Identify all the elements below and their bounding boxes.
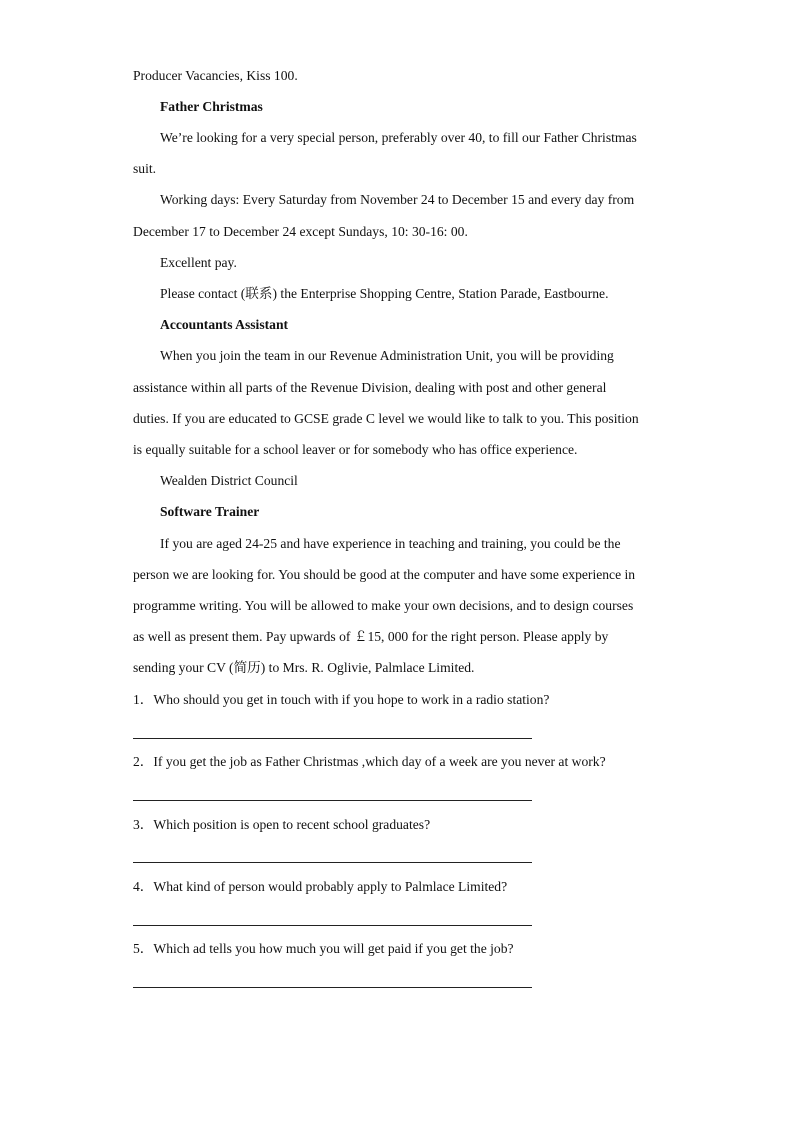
answer-line-4[interactable]: [133, 925, 532, 926]
ad-text-line: December 17 to December 24 except Sundays, 10: 30-16: 00.: [133, 224, 468, 239]
ad-text-line: suit.: [133, 161, 157, 176]
ad-text-line: If you are aged 24-25 and have experience in teaching and training, you could be the: [160, 536, 621, 551]
ad-heading-father-christmas: Father Christmas: [160, 99, 263, 114]
answer-line-5[interactable]: [133, 987, 532, 988]
intro-line: Producer Vacancies, Kiss 100.: [133, 68, 298, 83]
ad-text-line: as well as present them. Pay upwards of ￡15, 000 for the right person. Please apply by: [133, 629, 609, 644]
question-4: 4．What kind of person would probably apply to Palmlace Limited?: [133, 879, 508, 894]
ad-text-line: We’re looking for a very special person, preferably over 40, to fill our Father Christmas: [160, 130, 637, 145]
question-3: 3．Which position is open to recent school graduates?: [133, 817, 431, 832]
ad-text-line: When you join the team in our Revenue Administration Unit, you will be providing: [160, 348, 614, 363]
ad-text-line: sending your CV (简历) to Mrs. R. Oglivie, Palmlace Limited.: [133, 660, 475, 675]
ad-text-line: Working days: Every Saturday from November 24 to December 15 and every day from: [160, 192, 635, 207]
answer-line-3[interactable]: [133, 862, 532, 863]
ad-text-line: person we are looking for. You should be good at the computer and have some experience in: [133, 567, 636, 582]
ad-text-line: duties. If you are educated to GCSE grade C level we would like to talk to you. This position: [133, 411, 639, 426]
question-1: 1．Who should you get in touch with if you hope to work in a radio station?: [133, 692, 550, 707]
ad-text-line: Wealden District Council: [160, 473, 298, 488]
ad-heading-accountants-assistant: Accountants Assistant: [160, 317, 289, 332]
question-2: 2．If you get the job as Father Christmas ,which day of a week are you never at work?: [133, 754, 606, 769]
ad-text-line: programme writing. You will be allowed to make your own decisions, and to design courses: [133, 598, 634, 613]
ad-text-line: Please contact (联系) the Enterprise Shopping Centre, Station Parade, Eastbourne.: [160, 286, 609, 301]
question-5: 5．Which ad tells you how much you will get paid if you get the job?: [133, 941, 514, 956]
answer-line-2[interactable]: [133, 800, 532, 801]
ad-text-line: is equally suitable for a school leaver or for somebody who has office experience.: [133, 442, 578, 457]
ad-text-line: Excellent pay.: [160, 255, 237, 270]
ad-text-line: assistance within all parts of the Revenue Division, dealing with post and other general: [133, 380, 607, 395]
ad-heading-software-trainer: Software Trainer: [160, 504, 260, 519]
answer-line-1[interactable]: [133, 738, 532, 739]
